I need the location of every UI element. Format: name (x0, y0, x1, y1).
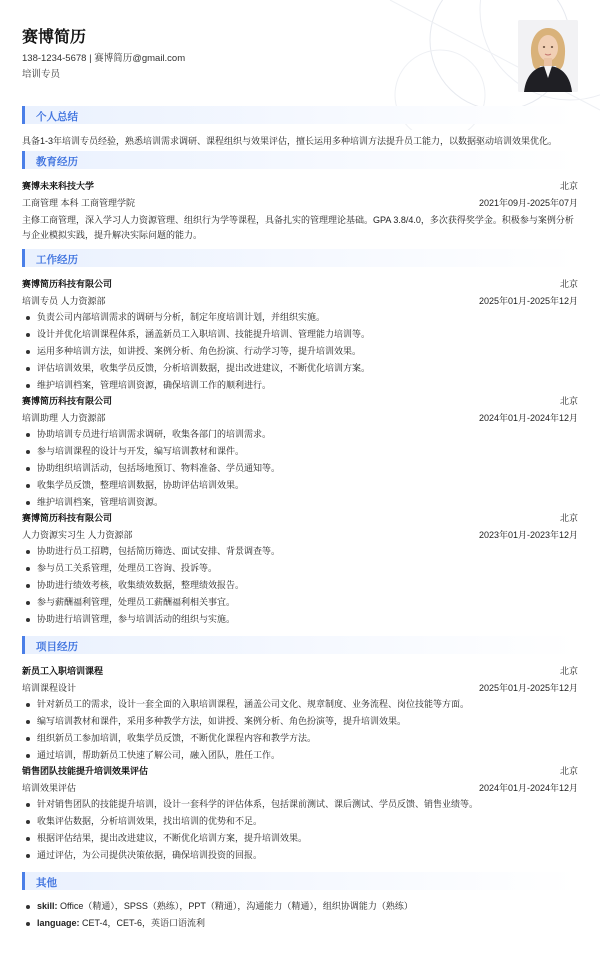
section-title-projects (22, 636, 578, 654)
work-entry (22, 394, 578, 511)
project-bullets (22, 696, 578, 764)
work-entry (22, 277, 578, 394)
summary-text: 具备1-3年培训专员经验，熟悉培训需求调研、课程组织与效果评估，擅长运用多种培训方法提升员工能力，以数据驱动培训效果优化。 (22, 136, 558, 146)
company-name: 赛博简历科技有限公司 (22, 279, 113, 289)
section-title-text: 工作经历 (36, 254, 78, 266)
list-item: 参与员工关系管理，处理员工咨询、投诉等。 (22, 560, 578, 577)
list-item: 协助组织培训活动，包括场地预订、物料准备、学员通知等。 (22, 460, 578, 477)
skill-value: Office（精通），SPSS（熟练），PPT（精通），沟通能力（精通），组织协调能力（熟练） (57, 901, 413, 911)
work-bullets (22, 426, 578, 511)
list-item: 收集评估数据，分析培训效果，找出培训的优势和不足。 (22, 813, 578, 830)
list-item: 运用多种培训方法，如讲授、案例分析、角色扮演、行动学习等，提升培训效果。 (22, 343, 578, 360)
location: 北京 (559, 396, 578, 406)
project-name: 新员工入职培训课程 (22, 666, 104, 676)
work-bullets (22, 543, 578, 628)
list-item: 组织新员工参加培训，收集学员反馈，不断优化课程内容和教学方法。 (22, 730, 578, 747)
list-item: 协助进行绩效考核，收集绩效数据，整理绩效报告。 (22, 577, 578, 594)
candidate-name: 赛博简历 (22, 29, 87, 46)
period: 2025年01月-2025年12月 (478, 683, 578, 693)
list-item: 维护培训档案，管理培训资源。 (22, 494, 578, 511)
degree: 工商管理 本科 工商管理学院 (22, 198, 136, 208)
list-item: 针对新员工的需求，设计一套全面的入职培训课程，涵盖公司文化、规章制度、业务流程、岗位技能等方面。 (22, 696, 578, 713)
job-role: 培训专员 (22, 69, 61, 80)
list-item: 针对销售团队的技能提升培训，设计一套科学的评估体系，包括课前测试、课后测试、学员反馈、销售业绩等。 (22, 796, 578, 813)
education-description: 主修工商管理，深入学习人力资源管理、组织行为学等课程，具备扎实的管理理论基础。GPA 3.8/4.0，多次获得奖学金。积极参与案例分析与企业模拟实践，提升解决实际问题的能力。 (22, 215, 574, 240)
project-name: 销售团队技能提升培训效果评估 (22, 766, 149, 776)
avatar (518, 20, 578, 92)
list-item: 根据评估结果，提出改进建议，不断优化培训方案，提升培训效果。 (22, 830, 578, 847)
company-name: 赛博简历科技有限公司 (22, 396, 113, 406)
period: 2024年01月-2024年12月 (478, 413, 578, 423)
education-entry (22, 179, 578, 243)
period: 2025年01月-2025年12月 (478, 296, 578, 306)
section-title-other (22, 872, 578, 890)
list-item: 收集学员反馈，整理培训数据，协助评估培训效果。 (22, 477, 578, 494)
language-value: CET-4，CET-6，英语口语流利 (79, 918, 206, 928)
contact-info: 138-1234-5678 | 赛博简历@gmail.com (22, 53, 186, 64)
period: 2021年09月-2025年07月 (478, 198, 578, 208)
list-item: 负责公司内部培训需求的调研与分析，制定年度培训计划，并组织实施。 (22, 309, 578, 326)
list-item: 通过评估，为公司提供决策依据，确保培训投资的回报。 (22, 847, 578, 864)
job-title: 培训专员 人力资源部 (22, 296, 106, 306)
company-name: 赛博简历科技有限公司 (22, 513, 113, 523)
period: 2024年01月-2024年12月 (478, 783, 578, 793)
resume-header (22, 0, 578, 100)
school-name: 赛博未来科技大学 (22, 181, 95, 191)
list-item: 协助培训专员进行培训需求调研，收集各部门的培训需求。 (22, 426, 578, 443)
project-role: 培训效果评估 (22, 783, 77, 793)
list-item: 设计并优化培训课程体系，涵盖新员工入职培训、技能提升培训、管理能力培训等。 (22, 326, 578, 343)
list-item: 通过培训，帮助新员工快速了解公司，融入团队，胜任工作。 (22, 747, 578, 764)
location: 北京 (559, 766, 578, 776)
job-title: 培训助理 人力资源部 (22, 413, 106, 423)
project-bullets (22, 796, 578, 864)
location: 北京 (559, 666, 578, 676)
work-bullets (22, 309, 578, 394)
list-item: 参与薪酬福利管理，处理员工薪酬福利相关事宜。 (22, 594, 578, 611)
location: 北京 (559, 279, 578, 289)
list-item: 协助进行培训管理，参与培训活动的组织与实施。 (22, 611, 578, 628)
section-title-text: 项目经历 (36, 641, 78, 653)
project-role: 培训课程设计 (22, 683, 77, 693)
project-entry (22, 764, 578, 864)
list-item: 参与培训课程的设计与开发，编写培训教材和课件。 (22, 443, 578, 460)
location: 北京 (559, 513, 578, 523)
skill-item (22, 898, 578, 915)
project-entry (22, 664, 578, 764)
section-title-text: 个人总结 (36, 111, 78, 123)
section-title-summary (22, 106, 578, 124)
list-item: 编写培训教材和课件，采用多种教学方法，如讲授、案例分析、角色扮演等，提升培训效果。 (22, 713, 578, 730)
list-item: 协助进行员工招聘，包括简历筛选、面试安排、背景调查等。 (22, 543, 578, 560)
skill-label: skill: (37, 901, 58, 911)
language-item (22, 915, 578, 932)
job-title: 人力资源实习生 人力资源部 (22, 530, 133, 540)
work-entry (22, 511, 578, 628)
location: 北京 (559, 181, 578, 191)
period: 2023年01月-2023年12月 (478, 530, 578, 540)
list-item: 维护培训档案，管理培训资源，确保培训工作的顺利进行。 (22, 377, 578, 394)
section-title-work (22, 249, 578, 267)
section-title-education (22, 151, 578, 169)
language-label: language: (37, 918, 80, 928)
section-title-text: 其他 (36, 877, 57, 889)
section-title-text: 教育经历 (36, 156, 78, 168)
other-list (22, 898, 578, 932)
list-item: 评估培训效果，收集学员反馈，分析培训数据，提出改进建议，不断优化培训方案。 (22, 360, 578, 377)
